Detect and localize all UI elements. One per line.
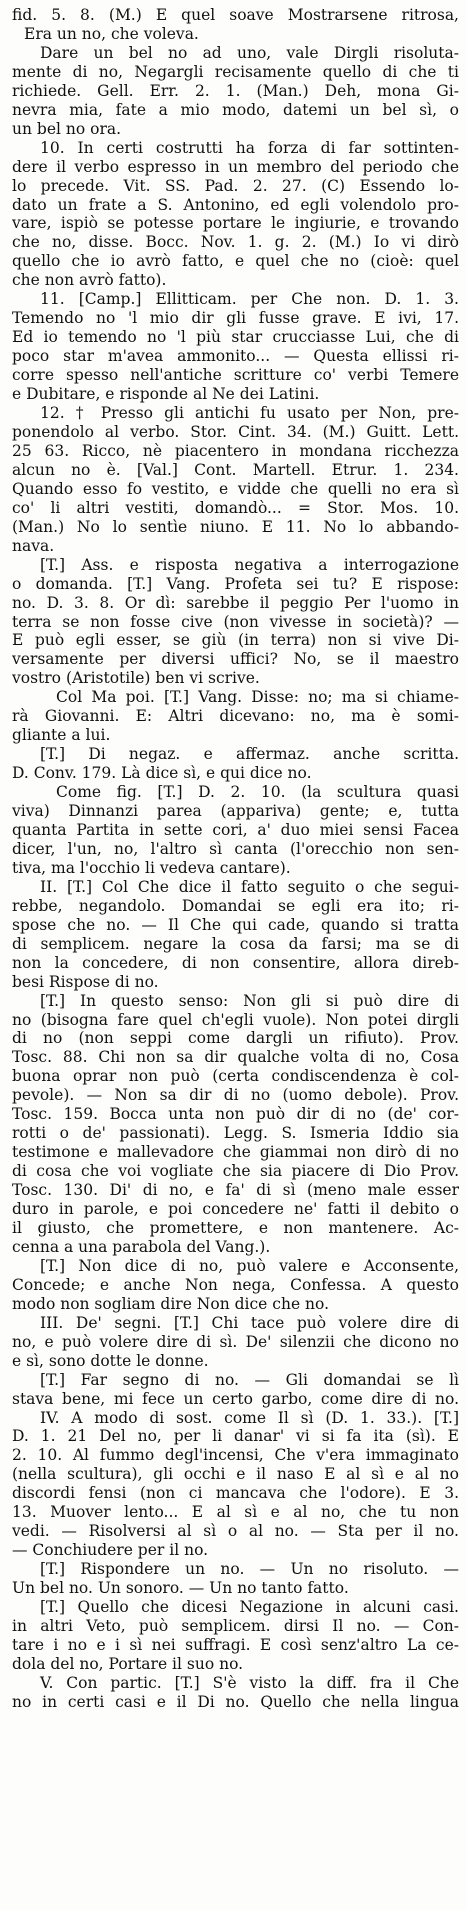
text-line: dola del no, Portare il suo no. <box>12 1654 244 1673</box>
text-line: [T.] In questo senso: Non gli si può dire di <box>40 991 459 1010</box>
text-line: quanta Partita in sette cori, a' duo miei sensi Facea <box>12 820 459 839</box>
text-line: dicer, l'un, no, l'altro sì canta (l'orecchio non sen- <box>12 839 459 858</box>
text-line: o domanda. [T.] Vang. Profeta sei tu? E rispose: <box>12 574 459 593</box>
text-line: mente di no, Negargli recisamente quello di che ti <box>12 62 459 81</box>
text-line: [T.] Ass. e risposta negativa a interrogazione <box>40 555 459 574</box>
text-line: nava. <box>12 536 55 555</box>
text-line: [T.] Far segno di no. — Gli domandai se lì <box>40 1370 459 1389</box>
text-line: 12. † Presso gli antichi fu usato per Non, pre- <box>40 404 459 423</box>
text-line: [T.] Di negaz. e affermaz. anche scritta. <box>40 745 459 764</box>
text-line: Temendo no 'l mio dir gli fusse grave. E ivi, 17. <box>12 309 459 328</box>
text-line: (nella scultura), gli occhi e il naso E al sì e al no <box>12 1465 459 1484</box>
text-line: (Man.) No lo sentìe niuno. E 11. No lo abbando- <box>12 517 459 536</box>
text-line: Era un no, che voleva. <box>24 24 199 43</box>
text-line: di no (non seppi come dargli un rifiuto). Prov. <box>12 1029 459 1048</box>
text-line: — Conchiudere per il no. <box>12 1541 209 1560</box>
text-line: vare, ispiò se potesse portare le ingiurie, e trovando <box>12 214 459 233</box>
text-line: poco star m'avea ammonito... — Questa ellissi ri- <box>12 347 459 366</box>
text-line: Quando esso fo vestito, e vidde che quelli no era sì <box>12 479 459 498</box>
text-line: IV. A modo di sost. come Il sì (D. 1. 33.). [T.] <box>40 1408 459 1427</box>
text-line: 11. [Camp.] Ellitticam. per Che non. D. 1. 3. <box>40 290 459 309</box>
text-line: rebbe, negandolo. Domandai se egli era ito; ri- <box>12 896 459 915</box>
text-line: che no, disse. Bocc. Nov. 1. g. 2. (M.) Io vi dirò <box>12 233 459 252</box>
text-line: di cosa che voi vogliate che sia piacere di Dio Prov. <box>12 1162 459 1181</box>
text-line: [T.] Rispondere un no. — Un no risoluto. — <box>40 1560 459 1579</box>
text-line: no (bisogna fare quel ch'egli vuole). Non potei dirgli <box>12 1010 459 1029</box>
text-line: nevra mia, fate a mio modo, datemi un bel sì, o <box>12 100 459 119</box>
text-line: e Dubitare, e risponde al Ne dei Latini. <box>12 385 320 404</box>
text-line: in altri Veto, può semplicem. dirsi Il no. — Con- <box>12 1617 459 1636</box>
text-line: 10. In certi costrutti ha forza di far sottinten- <box>40 138 459 157</box>
text-line: tiva, ma l'occhio li vedeva cantare). <box>12 858 291 877</box>
text-line: III. De' segni. [T.] Chi tace può volere dire di <box>40 1313 459 1332</box>
text-line: che non avrò fatto). <box>12 271 167 290</box>
text-line: Concede; e anche Non nega, Confessa. A questo <box>12 1275 459 1294</box>
text-line: corre spesso nell'antiche scritture co' verbi Temere <box>12 366 459 385</box>
text-line: 2. 10. Al fummo degl'incensi, Che v'era immaginato <box>12 1446 459 1465</box>
text-line: dato un frate a S. Antonino, ed egli volendolo pro- <box>12 195 459 214</box>
text-line: no in certi casi e il Di no. Quello che nella lingua <box>12 1692 459 1711</box>
text-line: non la concedere, di non consentire, allora direb- <box>12 953 459 972</box>
text-line: gliante a lui. <box>12 726 111 745</box>
text-line: pevole). — Non sa dir di no (uomo debole). Prov. <box>12 1086 459 1105</box>
text-line: [T.] Non dice di no, può valere e Acconsente, <box>40 1256 459 1275</box>
text-line: besi Rispose di no. <box>12 972 159 991</box>
text-line: spose che no. — Il Che qui cade, quando si tratta <box>12 915 459 934</box>
text-line: 13. Muover lento... E al sì e al no, che tu non <box>12 1503 459 1522</box>
text-line: II. [T.] Col Che dice il fatto seguito o che segui- <box>40 877 459 896</box>
text-line: testimone e mallevadore che giammai non dirò di no <box>12 1143 459 1162</box>
text-line: tare i no e i sì nei suffragi. E così senz'altro La ce- <box>12 1635 459 1654</box>
text-line: Col Ma poi. [T.] Vang. Disse: no; ma si chiame- <box>56 688 459 707</box>
text-line: no. D. 3. 8. Or dì: sarebbe il peggio Per l'uomo in <box>12 593 459 612</box>
text-line: vedi. — Risolversi al sì o al no. — Sta per il no. <box>12 1522 459 1541</box>
text-line: dere il verbo espresso in un membro del periodo che <box>12 157 459 176</box>
text-line: co' li altri vestiti, domandò... = Stor. Mos. 10. <box>12 498 459 517</box>
text-line: richiede. Gell. Err. 2. 1. (Man.) Deh, mona Gi- <box>12 81 459 100</box>
text-line: V. Con partic. [T.] S'è visto la diff. fra il Che <box>40 1673 459 1692</box>
text-line: fid. 5. 8. (M.) E quel soave Mostrarsene ritrosa, <box>12 6 459 24</box>
text-line: Un bel no. Un sonoro. — Un no tanto fatto. <box>12 1579 349 1598</box>
text-line: un bel no ora. <box>12 119 122 138</box>
text-line: terra se non fosse cive (non vivesse in società)? — <box>12 612 459 631</box>
text-line: rotti o de' passionati). Legg. S. Ismeria Iddio sia <box>12 1124 459 1143</box>
text-line: il giusto, che promettere, e non mantenere. Ac- <box>12 1219 459 1237</box>
text-line: lo precede. Vit. SS. Pad. 2. 27. (C) Essendo lo- <box>12 176 459 195</box>
text-line: 25 63. Ricco, nè piacentero in mondana ricchezza <box>12 441 459 460</box>
text-line: Dare un bel no ad uno, vale Dirgli risoluta- <box>40 43 459 62</box>
text-line: buona oprar non può (certa condiscendenza è col- <box>12 1067 459 1086</box>
text-line: no, e può volere dire di sì. De' silenzii che dicono no <box>12 1332 459 1351</box>
text-line: viva) Dinnanzi parea (appariva) gente; e, tutta <box>12 802 459 821</box>
text-line: discordi fensi (non ci mancava che l'odore). E 3. <box>12 1484 459 1503</box>
text-line: cenna a una parabola del Vang.). <box>12 1237 271 1256</box>
text-line: rà Giovanni. E: Altri dicevano: no, ma è somi- <box>12 707 459 726</box>
text-line: vostro (Aristotile) ben vi scrive. <box>12 669 260 688</box>
text-line: duro in parole, e poi concedere ne' fatti il debito o <box>12 1200 459 1219</box>
text-line: Ed io temendo no 'l più star crucciasse Lui, che di <box>12 328 459 347</box>
text-line: stava bene, mi fece un certo garbo, come dire di no. <box>12 1389 459 1408</box>
text-line: E può egli esser, se giù (in terra) non si vive Di- <box>12 631 459 650</box>
text-line: versamente per diversi uffici? No, se il maestro <box>12 650 459 669</box>
text-line: Tosc. 88. Chi non sa dir qualche volta di no, Cosa <box>12 1048 459 1067</box>
text-line: ponendolo al verbo. Stor. Cint. 34. (M.) Guitt. Lett. <box>12 422 459 441</box>
text-line: e sì, sono dotte le donne. <box>12 1351 209 1370</box>
text-line: Tosc. 130. Di' di no, e fa' di sì (meno male esser <box>12 1181 459 1200</box>
text-line: alcun no è. [Val.] Cont. Martell. Etrur. 1. 234. <box>12 460 459 479</box>
text-line: modo non sogliam dire Non dice che no. <box>12 1294 330 1313</box>
text-line: Come fig. [T.] D. 2. 10. (la scultura quasi <box>56 783 459 802</box>
text-line: di semplicem. negare la cosa da farsi; ma se di <box>12 934 459 953</box>
text-line: D. 1. 21 Del no, per li danar' vi si fa ita (sì). E <box>12 1427 459 1446</box>
text-line: D. Conv. 179. Là dice sì, e qui dice no. <box>12 764 312 783</box>
text-line: [T.] Quello che dicesi Negazione in alcuni casi. <box>40 1598 459 1617</box>
text-line: quello che io avrò fatto, e quel che no (cioè: quel <box>12 252 459 271</box>
text-line: Tosc. 159. Bocca unta non può dir di no (de' cor- <box>12 1105 459 1124</box>
